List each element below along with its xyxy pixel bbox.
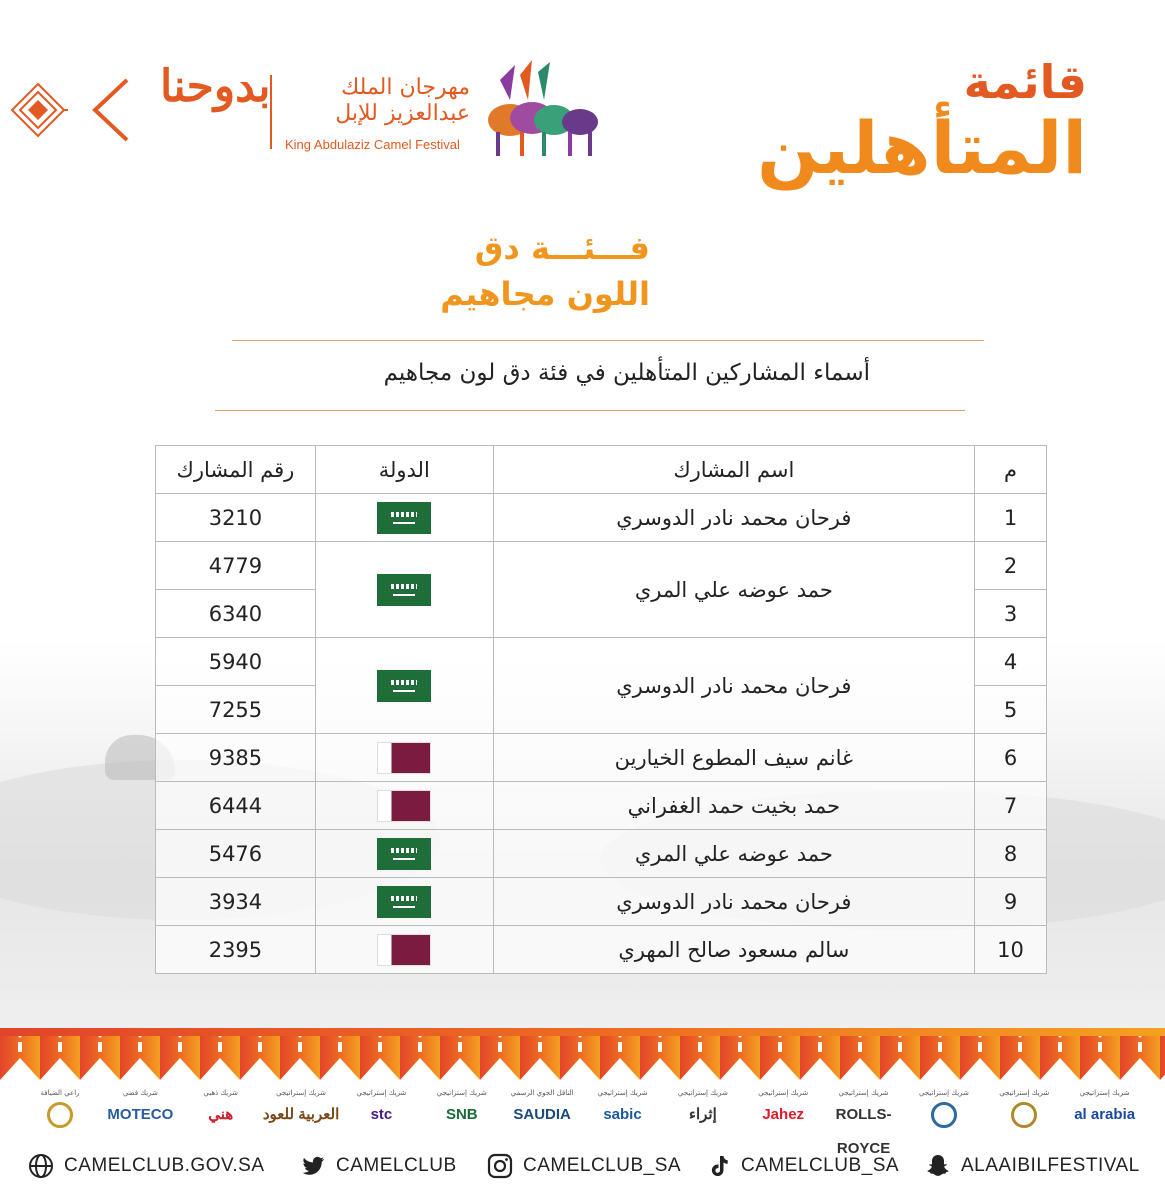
table-row bbox=[156, 542, 1047, 590]
sponsor-logo-item bbox=[583, 1088, 663, 1140]
header-country: الدولة bbox=[315, 446, 493, 494]
sponsor-logo: sabic bbox=[603, 1106, 642, 1123]
globe-icon bbox=[28, 1153, 54, 1179]
sponsor-logo: SAUDIA bbox=[513, 1106, 571, 1123]
row-index: 2 bbox=[975, 542, 1047, 590]
sponsor-logo: MOTECO bbox=[107, 1106, 174, 1123]
qatar-flag-icon bbox=[377, 742, 431, 774]
participant-name: حمد عوضه علي المري bbox=[493, 830, 974, 878]
sponsor-logo-item bbox=[663, 1088, 743, 1140]
sponsor-logo bbox=[984, 1098, 1064, 1141]
participant-name: فرحان محمد نادر الدوسري bbox=[493, 638, 974, 734]
sponsor-logo-item bbox=[181, 1088, 261, 1140]
sponsor-caption: راعي الضيافة bbox=[40, 1089, 80, 1097]
participant-name: فرحان محمد نادر الدوسري bbox=[493, 878, 974, 926]
tiktok-link[interactable] bbox=[705, 1148, 899, 1184]
sponsor-caption: شريك إستراتيجي bbox=[1079, 1089, 1130, 1097]
brand-calligraphy-logo: بدوحنا bbox=[160, 61, 271, 112]
sponsor-caption: شريك إستراتيجي bbox=[677, 1089, 728, 1097]
sponsor-logo: SNB bbox=[445, 1106, 478, 1123]
festival-name-english: King Abdulaziz Camel Festival bbox=[285, 137, 460, 152]
sponsors-row bbox=[20, 1088, 1145, 1157]
table-header-row bbox=[156, 446, 1047, 494]
sponsor-caption: شريك إستراتيجي bbox=[758, 1089, 809, 1097]
participant-number: 5940 bbox=[156, 638, 316, 686]
sponsor-caption: شريك إستراتيجي bbox=[436, 1089, 487, 1097]
chevron-left-icon bbox=[85, 75, 135, 145]
sponsor-logo-item bbox=[341, 1088, 421, 1140]
camel-riders-logo-icon bbox=[470, 60, 615, 160]
sponsor-logo-item bbox=[1065, 1088, 1145, 1140]
festival-name-arabic bbox=[285, 75, 470, 127]
participant-number: 6444 bbox=[156, 782, 316, 830]
participant-number: 4779 bbox=[156, 542, 316, 590]
header-participant-name: اسم المشارك bbox=[493, 446, 974, 494]
sponsor-logo-item bbox=[743, 1088, 823, 1140]
table-row bbox=[156, 494, 1047, 542]
row-index: 7 bbox=[975, 782, 1047, 830]
sponsor-logo bbox=[904, 1098, 984, 1141]
row-index: 8 bbox=[975, 830, 1047, 878]
list-title-line1: قائمة bbox=[963, 55, 1087, 109]
twitter-link[interactable] bbox=[300, 1148, 457, 1184]
sponsor-caption: شريك إستراتيجي bbox=[999, 1089, 1050, 1097]
instagram-text: CAMELCLUB_SA bbox=[523, 1155, 682, 1176]
participant-name: غانم سيف المطوع الخيارين bbox=[493, 734, 974, 782]
sponsor-logo: al arabia bbox=[1074, 1106, 1136, 1123]
header-index: م bbox=[975, 446, 1047, 494]
participant-number: 6340 bbox=[156, 590, 316, 638]
sponsor-logo-item bbox=[422, 1088, 502, 1140]
table-row bbox=[156, 830, 1047, 878]
sponsor-logo: Jahez bbox=[762, 1106, 805, 1123]
sponsor-emblem-icon bbox=[47, 1102, 73, 1128]
country-cell bbox=[315, 830, 493, 878]
twitter-text: CAMELCLUB bbox=[336, 1155, 457, 1176]
participant-number: 3210 bbox=[156, 494, 316, 542]
country-cell bbox=[315, 542, 493, 638]
qatar-flag-icon bbox=[377, 790, 431, 822]
row-index: 6 bbox=[975, 734, 1047, 782]
snapchat-link[interactable] bbox=[925, 1148, 1140, 1184]
sponsor-logo-item bbox=[502, 1088, 582, 1140]
row-index: 1 bbox=[975, 494, 1047, 542]
table-row bbox=[156, 782, 1047, 830]
snapchat-icon bbox=[925, 1153, 951, 1179]
sponsor-logo-item bbox=[261, 1088, 341, 1140]
saudi-flag-icon bbox=[377, 574, 431, 606]
list-title-line2: المتأهلين bbox=[757, 106, 1087, 190]
participant-number: 3934 bbox=[156, 878, 316, 926]
row-index: 4 bbox=[975, 638, 1047, 686]
sponsor-caption: الناقل الجوي الرسمي bbox=[510, 1089, 574, 1097]
instagram-link[interactable] bbox=[487, 1148, 681, 1184]
brand-divider bbox=[270, 75, 272, 149]
instagram-icon bbox=[487, 1153, 513, 1179]
sponsor-emblem-icon bbox=[931, 1102, 957, 1128]
social-links bbox=[0, 1148, 1165, 1184]
sponsor-logo-item bbox=[824, 1088, 904, 1157]
divider-top bbox=[232, 340, 984, 341]
tiktok-icon bbox=[705, 1153, 731, 1179]
table-row bbox=[156, 638, 1047, 686]
row-index: 10 bbox=[975, 926, 1047, 974]
sponsor-logo: العربية للعود bbox=[262, 1106, 340, 1123]
website-link[interactable] bbox=[28, 1148, 265, 1184]
participant-name: حمد عوضه علي المري bbox=[493, 542, 974, 638]
participant-number: 2395 bbox=[156, 926, 316, 974]
sponsor-caption: شريك ذهبي bbox=[203, 1089, 238, 1097]
country-cell bbox=[315, 878, 493, 926]
country-cell bbox=[315, 734, 493, 782]
participant-number: 7255 bbox=[156, 686, 316, 734]
divider-bottom bbox=[215, 410, 965, 411]
table-row bbox=[156, 926, 1047, 974]
sponsor-emblem-icon bbox=[1011, 1102, 1037, 1128]
snapchat-text: ALAAIBILFESTIVAL bbox=[961, 1155, 1140, 1176]
festival-name-ar-line1: مهرجان الملك bbox=[341, 75, 470, 100]
row-index: 3 bbox=[975, 590, 1047, 638]
participant-name: حمد بخيت حمد الغفراني bbox=[493, 782, 974, 830]
row-index: 5 bbox=[975, 686, 1047, 734]
category-heading bbox=[340, 225, 650, 317]
sponsor-caption: شريك إستراتيجي bbox=[838, 1089, 889, 1097]
sponsor-logo bbox=[20, 1098, 100, 1141]
category-line2: اللون مجاهيم bbox=[440, 275, 650, 313]
website-text: CAMELCLUB.GOV.SA bbox=[64, 1155, 265, 1176]
sponsor-logo-item bbox=[904, 1088, 984, 1140]
table-row bbox=[156, 878, 1047, 926]
sponsor-caption: شريك فضي bbox=[122, 1089, 158, 1097]
saudi-flag-icon bbox=[377, 670, 431, 702]
participant-name: سالم مسعود صالح المهري bbox=[493, 926, 974, 974]
country-cell bbox=[315, 782, 493, 830]
country-cell bbox=[315, 638, 493, 734]
sponsor-logo-item bbox=[984, 1088, 1064, 1140]
tiktok-text: CAMELCLUB_SA bbox=[741, 1155, 900, 1176]
saudi-flag-icon bbox=[377, 838, 431, 870]
participant-number: 9385 bbox=[156, 734, 316, 782]
row-index: 9 bbox=[975, 878, 1047, 926]
festival-name-ar-line2: عبدالعزيز للإبل bbox=[335, 101, 470, 126]
sponsor-caption: شريك إستراتيجي bbox=[356, 1089, 407, 1097]
twitter-icon bbox=[300, 1153, 326, 1179]
qatar-flag-icon bbox=[377, 934, 431, 966]
sponsor-logo: إثراء bbox=[688, 1106, 717, 1123]
sponsor-caption: شريك إستراتيجي bbox=[918, 1089, 969, 1097]
sponsor-caption: شريك إستراتيجي bbox=[597, 1089, 648, 1097]
sponsor-logo: هني bbox=[208, 1106, 234, 1123]
country-cell bbox=[315, 494, 493, 542]
saudi-flag-icon bbox=[377, 502, 431, 534]
country-cell bbox=[315, 926, 493, 974]
diamond-motif-icon bbox=[8, 80, 68, 140]
header bbox=[0, 40, 1165, 210]
header-participant-number: رقم المشارك bbox=[156, 446, 316, 494]
sponsor-logo-item bbox=[100, 1088, 180, 1140]
category-line1: فـــئـــة دق bbox=[474, 229, 650, 267]
subtitle: أسماء المشاركين المتأهلين في فئة دق لون مجاهيم bbox=[383, 360, 870, 386]
table-row bbox=[156, 734, 1047, 782]
sadu-pattern-band bbox=[0, 1028, 1165, 1080]
sponsor-caption: شريك إستراتيجي bbox=[276, 1089, 327, 1097]
saudi-flag-icon bbox=[377, 886, 431, 918]
qualifiers-table bbox=[155, 445, 1047, 974]
sponsor-logo: ROLLS-ROYCE bbox=[835, 1106, 892, 1157]
participant-number: 5476 bbox=[156, 830, 316, 878]
participant-name: فرحان محمد نادر الدوسري bbox=[493, 494, 974, 542]
sponsor-logo: stc bbox=[370, 1106, 393, 1123]
sponsor-logo-item bbox=[20, 1088, 100, 1140]
